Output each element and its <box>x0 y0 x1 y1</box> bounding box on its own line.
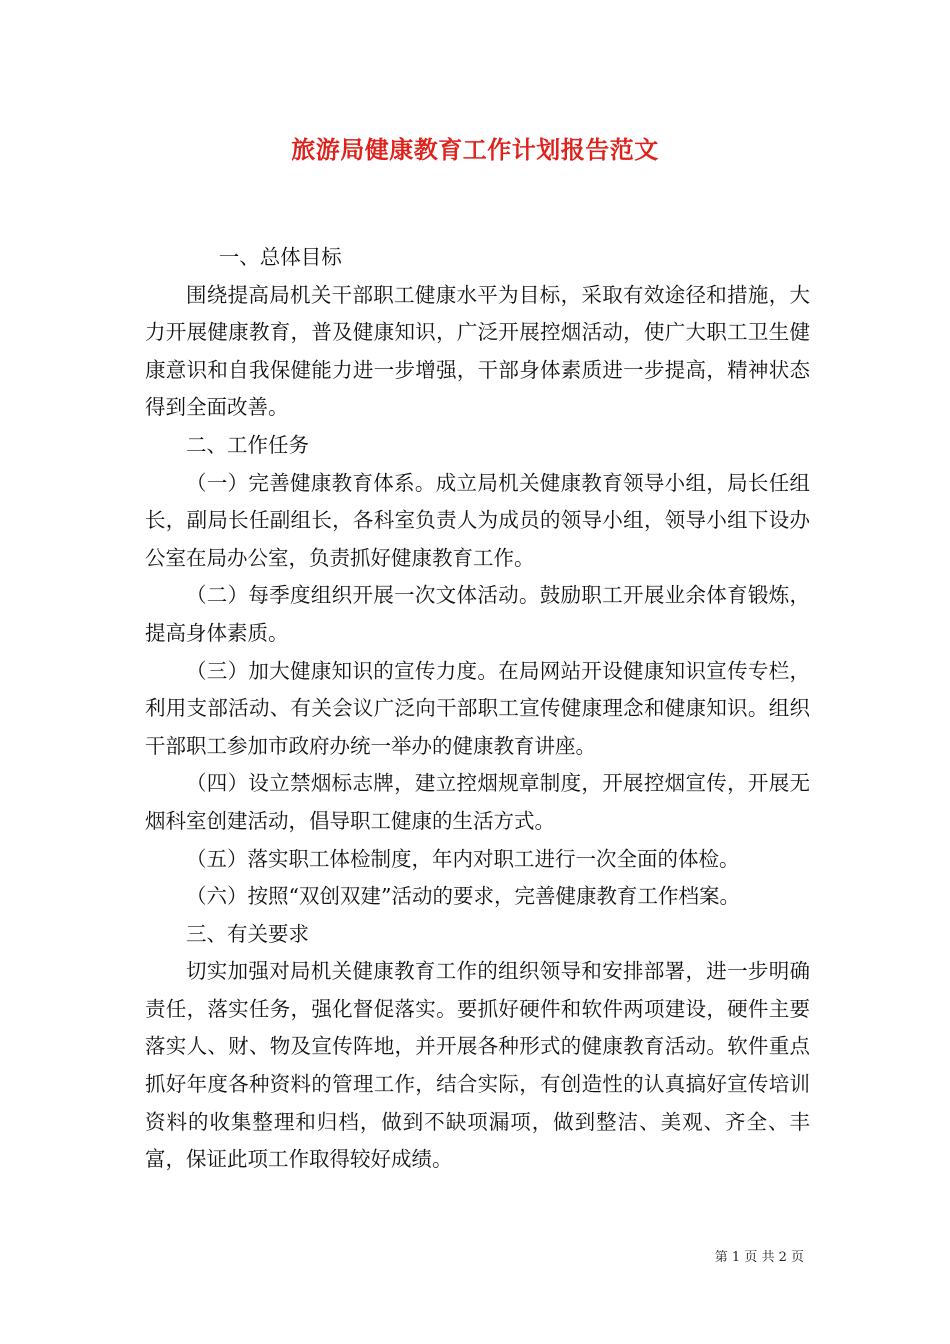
task-item-1: （一）完善健康教育体系。成立局机关健康教育领导小组，局长任组长，副局长任副组长，各科室负责人为成员的领导小组，领导小组下设办公室在局办公室，负责抓好健康教育工作。 <box>145 470 810 570</box>
document-title: 旅游局健康教育工作计划报告范文 <box>291 135 659 164</box>
task-item-5: （五）落实职工体检制度，年内对职工进行一次全面的体检。 <box>186 846 740 871</box>
document-body <box>145 239 810 1179</box>
page-number: 第 1 页 共 2 页 <box>714 1250 804 1265</box>
task-item-6: （六）按照“双创双建”活动的要求，完善健康教育工作档案。 <box>186 884 740 909</box>
section-heading-2: 二、工作任务 <box>186 432 309 457</box>
section-heading-3: 三、有关要求 <box>186 921 309 946</box>
paragraph-requirements: 切实加强对局机关健康教育工作的组织领导和安排部署，进一步明确责任，落实任务，强化督促落实。要抓好硬件和软件两项建设，硬件主要落实人、财、物及宣传阵地，并开展各种形式的健康教育活动。软件重点抓好年度各种资料的管理工作，结合实际，有创造性的认真搞好宣传培训资料的收集整理和归档，做到不缺项漏项，做到整洁、美观、齐全、丰富，保证此项工作取得较好成绩。 <box>145 959 810 1172</box>
section-heading-1: 一、总体目标 <box>218 245 342 269</box>
task-item-3: （三）加大健康知识的宣传力度。在局网站开设健康知识宣传专栏，利用支部活动、有关会议广泛向干部职工宣传健康理念和健康知识。组织干部职工参加市政府办统一举办的健康教育讲座。 <box>145 658 810 758</box>
paragraph-goal: 围绕提高局机关干部职工健康水平为目标，采取有效途径和措施，大力开展健康教育，普及健康知识，广泛开展控烟活动，使广大职工卫生健康意识和自我保健能力进一步增强，干部身体素质进一步提高，精神状态得到全面改善。 <box>145 282 810 420</box>
task-item-2: （二）每季度组织开展一次文体活动。鼓励职工开展业余体育锻炼，提高身体素质。 <box>145 583 810 645</box>
task-item-4: （四）设立禁烟标志牌，建立控烟规章制度，开展控烟宣传，开展无烟科室创建活动，倡导职工健康的生活方式。 <box>145 771 810 833</box>
